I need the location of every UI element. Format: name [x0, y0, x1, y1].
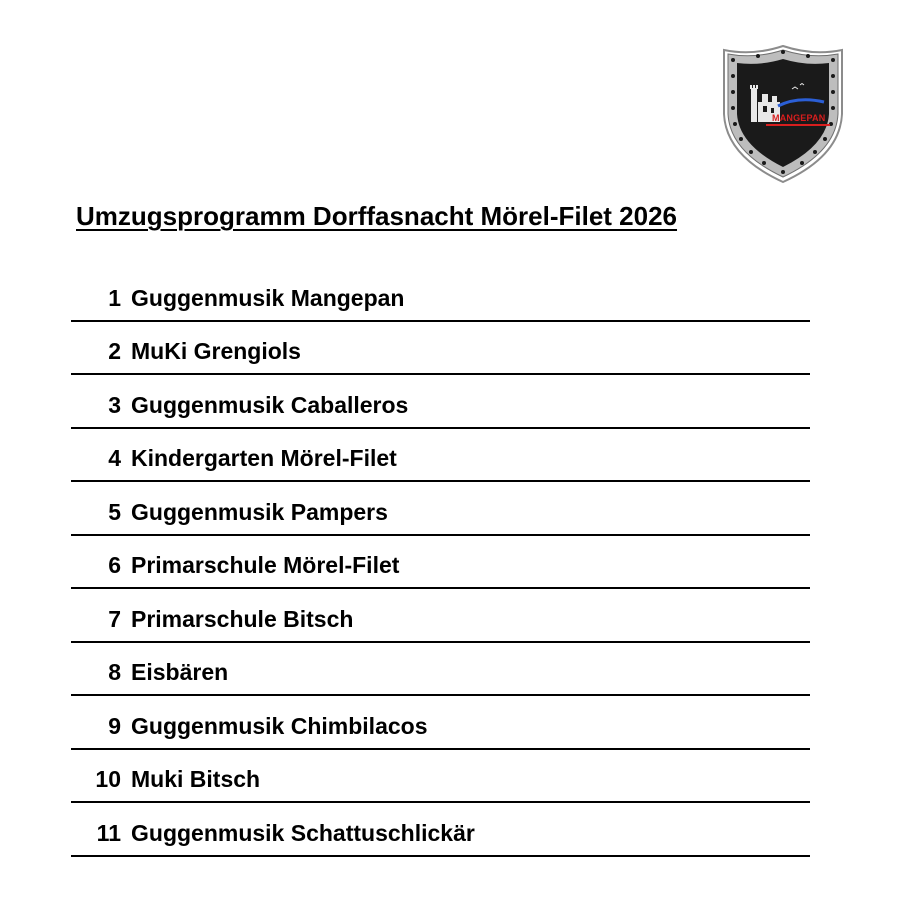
list-item	[71, 696, 810, 750]
list-item	[71, 375, 810, 429]
entry-name: Guggenmusik Pampers	[131, 498, 388, 525]
entry-number: 5	[108, 498, 121, 525]
list-item	[71, 803, 810, 857]
entry-name: Eisbären	[131, 659, 229, 685]
entry-name: Guggenmusik Caballeros	[131, 391, 409, 418]
list-item	[71, 322, 810, 376]
entry-number: 2	[108, 338, 121, 364]
shield-logo-icon	[718, 44, 848, 186]
entry-name: Guggenmusik Chimbilacos	[131, 712, 428, 739]
program-list	[71, 268, 810, 857]
entry-number: 6	[108, 552, 121, 578]
entry-number: 11	[96, 819, 121, 846]
entry-name: Muki Bitsch	[131, 766, 261, 792]
entry-number: 3	[108, 391, 121, 418]
entry-name: Guggenmusik Mangepan	[131, 284, 405, 311]
entry-name: Primarschule Bitsch	[131, 605, 354, 632]
list-item	[71, 536, 810, 590]
list-item	[71, 429, 810, 483]
entry-name: MuKi Grengiols	[131, 338, 301, 364]
entry-number: 10	[95, 766, 121, 792]
entry-number: 7	[108, 605, 121, 632]
list-item	[71, 750, 810, 804]
entry-number: 1	[108, 284, 121, 311]
entry-number: 9	[108, 712, 121, 739]
entry-name: Guggenmusik Schattuschlickär	[131, 819, 475, 846]
entry-name: Primarschule Mörel-Filet	[131, 552, 400, 578]
list-item	[71, 589, 810, 643]
list-item	[71, 643, 810, 697]
page-title: Umzugsprogramm Dorffasnacht Mörel-Filet 2026	[76, 201, 678, 231]
logo-text: MANGEPAN	[772, 113, 826, 123]
entry-name: Kindergarten Mörel-Filet	[131, 445, 397, 471]
entry-number: 8	[108, 659, 121, 685]
entry-number: 4	[108, 445, 121, 471]
list-item	[71, 482, 810, 536]
list-item	[71, 268, 810, 322]
